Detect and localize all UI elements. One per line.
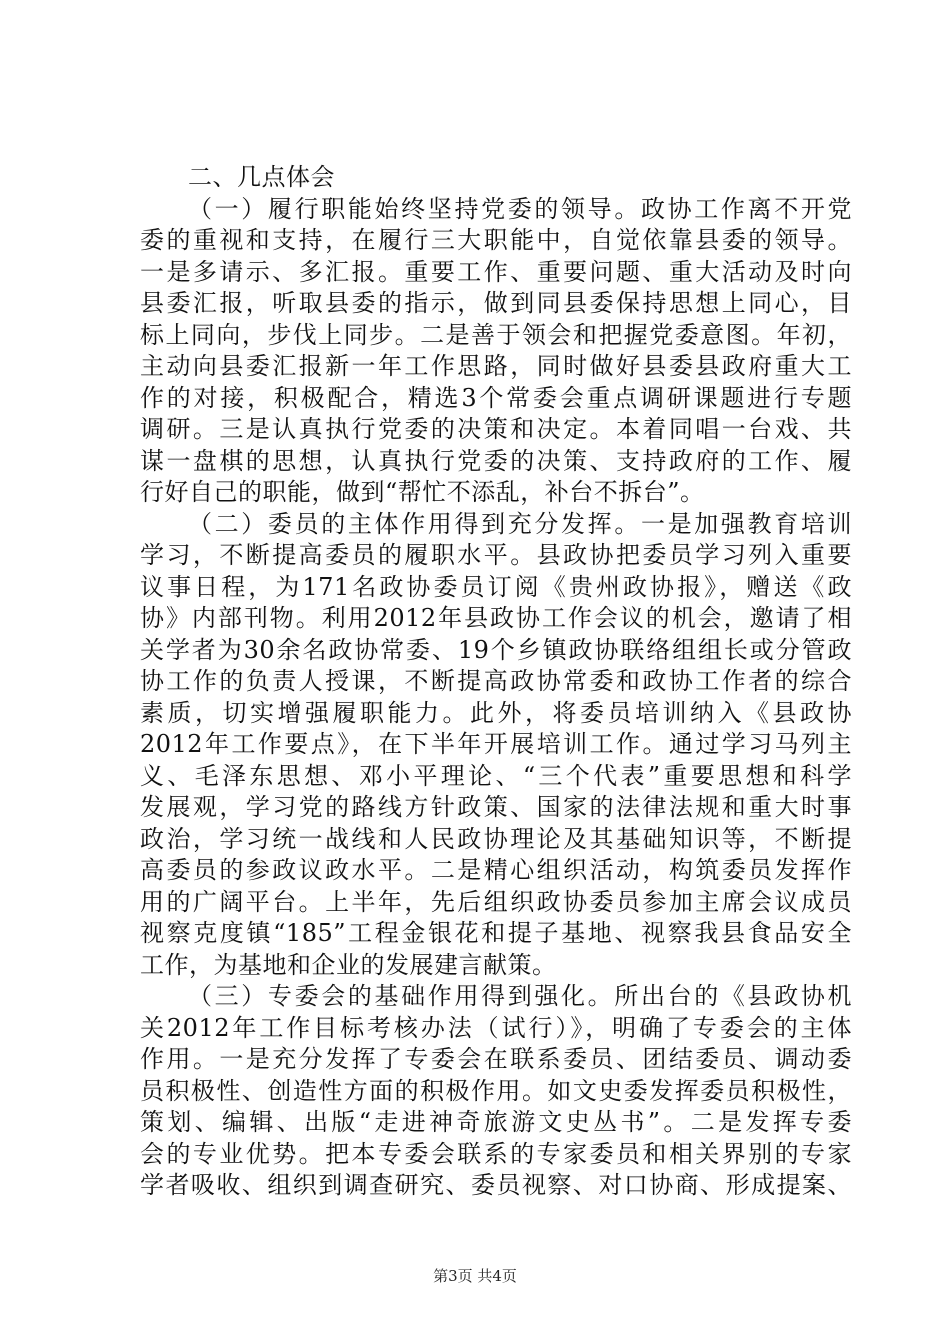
- text-line: 一是多请示、多汇报。重要工作、重要问题、重大活动及时向: [140, 257, 852, 286]
- section-heading: 二、几点体会: [188, 163, 335, 191]
- text-line: 作的对接，积极配合，精选3个常委会重点调研课题进行专题: [140, 383, 852, 412]
- text-line: （三）专委会的基础作用得到强化。所出台的《县政协机: [188, 982, 852, 1010]
- text-line: 用的广阔平台。上半年，先后组织政协委员参加主席会议成员: [140, 887, 852, 916]
- text-line: 县委汇报，听取县委的指示，做到同县委保持思想上同心，目: [140, 289, 852, 317]
- text-line: 关学者为30余名政协常委、19个乡镇政协联络组组长或分管政: [140, 635, 852, 664]
- text-line: 会的专业优势。把本专委会联系的专家委员和相关界别的专家: [140, 1139, 852, 1168]
- text-line: 员积极性、创造性方面的积极作用。如文史委发挥委员积极性，: [140, 1076, 852, 1105]
- text-line: （一）履行职能始终坚持党委的领导。政协工作离不开党: [188, 194, 852, 223]
- text-line: 策划、编辑、出版“走进神奇旅游文史丛书”。二是发挥专委: [140, 1108, 852, 1136]
- text-line: 协工作的负责人授课，不断提高政协常委和政协工作者的综合: [140, 667, 852, 695]
- text-line: 主动向县委汇报新一年工作思路，同时做好县委县政府重大工: [140, 352, 852, 380]
- text-line: 标上同向，步伐上同步。二是善于领会和把握党委意图。年初，: [140, 320, 852, 349]
- page-footer: 第3页 共4页: [433, 1267, 517, 1285]
- text-line: 2012年工作要点》，在下半年开展培训工作。通过学习马列主: [140, 730, 852, 758]
- text-line: 学习，不断提高委员的履职水平。县政协把委员学习列入重要: [140, 541, 852, 569]
- text-line: 谋一盘棋的思想，认真执行党委的决策、支持政府的工作、履: [140, 446, 852, 475]
- text-line: 素质，切实增强履职能力。此外，将委员培训纳入《县政协: [140, 698, 852, 727]
- text-line: 政治，学习统一战线和人民政协理论及其基础知识等，不断提: [140, 824, 852, 853]
- text-line: 协》内部刊物。利用2012年县政协工作会议的机会，邀请了相: [140, 604, 852, 632]
- document-body: [140, 162, 852, 1202]
- text-line: 学者吸收、组织到调查研究、委员视察、对口协商、形成提案、: [140, 1171, 852, 1199]
- text-line: 义、毛泽东思想、邓小平理论、“三个代表”重要思想和科学: [140, 761, 852, 790]
- text-line: 委的重视和支持，在履行三大职能中，自觉依靠县委的领导。: [140, 226, 852, 254]
- text-line: 发展观，学习党的路线方针政策、国家的法律法规和重大时事: [140, 793, 852, 821]
- text-line: （二）委员的主体作用得到充分发挥。一是加强教育培训: [188, 509, 852, 538]
- text-line: 议事日程，为171名政协委员订阅《贵州政协报》，赠送《政: [140, 572, 852, 601]
- text-line: 关2012年工作目标考核办法（试行）》，明确了专委会的主体: [140, 1013, 852, 1042]
- text-line: 调研。三是认真执行党委的决策和决定。本着同唱一台戏、共: [140, 415, 852, 443]
- text-line: 视察克度镇“185”工程金银花和提子基地、视察我县食品安全: [140, 919, 852, 947]
- text-line: 作用。一是充分发挥了专委会在联系委员、团结委员、调动委: [140, 1045, 852, 1073]
- text-line: 行好自己的职能，做到“帮忙不添乱，补台不拆台”。: [140, 478, 705, 506]
- text-line: 高委员的参政议政水平。二是精心组织活动，构筑委员发挥作: [140, 856, 852, 884]
- text-line: 工作，为基地和企业的发展建言献策。: [140, 950, 557, 979]
